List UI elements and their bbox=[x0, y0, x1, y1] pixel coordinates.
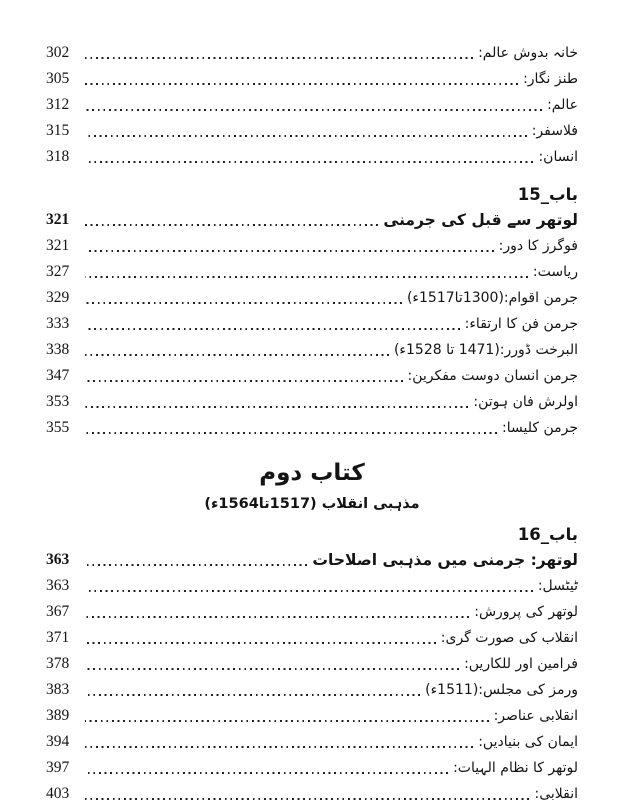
dotted-leader bbox=[85, 720, 489, 722]
dotted-leader bbox=[85, 250, 494, 252]
toc-page-number: 327 bbox=[46, 263, 70, 280]
toc-page-number: 363 bbox=[46, 551, 70, 568]
book-title: کتاب دوم bbox=[259, 460, 365, 486]
toc-entry-label: انسان: bbox=[538, 149, 578, 165]
toc-entry-label: اولرش فان ہوتن: bbox=[473, 394, 578, 410]
toc-entry-label: لوتھر: جرمنی میں مذہبی اصلاحات bbox=[312, 551, 578, 569]
dotted-leader bbox=[85, 83, 518, 85]
toc-entry-label: البرخت ڈورر:(1471 تا 1528ء) bbox=[393, 342, 578, 358]
toc-entry-label: ریاست: bbox=[532, 264, 578, 280]
toc-page-number: 355 bbox=[46, 419, 70, 436]
toc-page-number: 302 bbox=[46, 44, 70, 61]
toc-page-number: 347 bbox=[46, 367, 70, 384]
dotted-leader bbox=[85, 798, 529, 800]
toc-page-number: 403 bbox=[46, 785, 70, 802]
toc-entry-label: جرمن فن کا ارتقاء: bbox=[464, 316, 578, 332]
toc-entry-label: فرامین اور للکاریں: bbox=[464, 656, 578, 672]
dotted-leader bbox=[85, 642, 436, 644]
toc-page-number: 315 bbox=[46, 122, 70, 139]
toc-entry-label: لوتھر سے قبل کی جرمنی bbox=[383, 211, 578, 229]
dotted-leader bbox=[85, 668, 459, 670]
toc-page-number: 305 bbox=[46, 70, 70, 87]
dotted-leader bbox=[85, 276, 528, 278]
toc-page-number: 367 bbox=[46, 603, 70, 620]
toc-entry-label: ٹیٹسل: bbox=[537, 578, 578, 594]
toc-entry-row bbox=[46, 363, 578, 389]
toc-entry-row bbox=[46, 144, 578, 170]
toc-entry-row bbox=[46, 677, 578, 703]
dotted-leader bbox=[85, 616, 469, 618]
toc-entry-row bbox=[46, 285, 578, 311]
toc-sections bbox=[46, 40, 578, 807]
toc-page-number: 318 bbox=[46, 148, 70, 165]
chapter-section bbox=[46, 523, 578, 807]
dotted-leader bbox=[85, 135, 527, 137]
dotted-leader bbox=[85, 694, 420, 696]
toc-page-number: 312 bbox=[46, 96, 70, 113]
toc-entry-row bbox=[46, 40, 578, 66]
toc-entry-row bbox=[46, 599, 578, 625]
toc-page-number: 389 bbox=[46, 707, 70, 724]
toc-entry-label: فلاسفر: bbox=[531, 123, 578, 139]
toc-entry-row bbox=[46, 233, 578, 259]
toc-entry-row bbox=[46, 207, 578, 233]
toc-entry-label: انقلاب کی صورت گری: bbox=[440, 630, 578, 646]
toc-page-number: 371 bbox=[46, 629, 70, 646]
dotted-leader bbox=[85, 302, 402, 304]
dotted-leader bbox=[85, 772, 448, 774]
toc-entry-label: ورمز کی مجلس:(1511ء) bbox=[425, 682, 578, 698]
chapter-heading: باب_16 bbox=[517, 525, 578, 544]
chapter-heading: باب_15 bbox=[517, 185, 578, 204]
entries-section bbox=[46, 40, 578, 170]
toc-entry-label: فوگرز کا دور: bbox=[498, 238, 578, 254]
toc-entry-row bbox=[46, 118, 578, 144]
toc-entry-row bbox=[46, 651, 578, 677]
dotted-leader bbox=[85, 564, 307, 566]
toc-page-number: 321 bbox=[46, 211, 70, 228]
dotted-leader bbox=[85, 57, 473, 59]
toc-entry-row bbox=[46, 415, 578, 441]
toc-page-number: 363 bbox=[46, 577, 70, 594]
toc-page-number: 338 bbox=[46, 341, 70, 358]
toc-entry-row bbox=[46, 311, 578, 337]
toc-page-number: 333 bbox=[46, 315, 70, 332]
toc-entry-row bbox=[46, 573, 578, 599]
dotted-leader bbox=[85, 224, 378, 226]
toc-entry-row bbox=[46, 259, 578, 285]
toc-entry-label: لوتھر کا نظام الہیات: bbox=[453, 760, 578, 776]
dotted-leader bbox=[85, 746, 473, 748]
toc-entry-label: لوتھر کی پرورش: bbox=[474, 604, 578, 620]
toc-page-number: 329 bbox=[46, 289, 70, 306]
toc-entry-row bbox=[46, 389, 578, 415]
toc-entry-row bbox=[46, 781, 578, 807]
toc-entry-row bbox=[46, 703, 578, 729]
chapter-section bbox=[46, 183, 578, 441]
toc-entry-row bbox=[46, 729, 578, 755]
toc-entry-label: انقلابی: bbox=[534, 786, 578, 802]
toc-page-number: 321 bbox=[46, 237, 70, 254]
toc-page-number: 378 bbox=[46, 655, 70, 672]
toc-entry-row bbox=[46, 625, 578, 651]
dotted-leader bbox=[85, 590, 533, 592]
toc-entry-label: عالم: bbox=[547, 97, 578, 113]
dotted-leader bbox=[85, 328, 460, 330]
dotted-leader bbox=[85, 432, 497, 434]
book-subtitle: مذہبی انقلاب (1517تا1564ء) bbox=[204, 496, 420, 512]
dotted-leader bbox=[85, 380, 403, 382]
toc-page-number: 353 bbox=[46, 393, 70, 410]
toc-entry-row bbox=[46, 66, 578, 92]
book-divider bbox=[46, 457, 578, 515]
toc-entry-row bbox=[46, 92, 578, 118]
toc-entry-label: جرمن اقوام:(1300تا1517ء) bbox=[406, 290, 578, 306]
toc-entry-label: جرمن انسان دوست مفکرین: bbox=[407, 368, 578, 384]
toc-entry-label: خانہ بدوش عالم: bbox=[478, 45, 578, 61]
toc-page-number: 383 bbox=[46, 681, 70, 698]
dotted-leader bbox=[85, 406, 468, 408]
toc-entry-label: ایمان کی بنیادیں: bbox=[478, 734, 578, 750]
toc-entry-label: انقلابی عناصر: bbox=[493, 708, 578, 724]
toc-entry-row bbox=[46, 337, 578, 363]
toc-entry-label: طنز نگار: bbox=[523, 71, 578, 87]
toc-entry-label: جرمن کلیسا: bbox=[502, 420, 578, 436]
toc-entry-row bbox=[46, 755, 578, 781]
dotted-leader bbox=[85, 109, 542, 111]
toc-page-number: 397 bbox=[46, 759, 70, 776]
toc-entry-row bbox=[46, 547, 578, 573]
toc-page-number: 394 bbox=[46, 733, 70, 750]
dotted-leader bbox=[85, 354, 389, 356]
dotted-leader bbox=[85, 161, 533, 163]
